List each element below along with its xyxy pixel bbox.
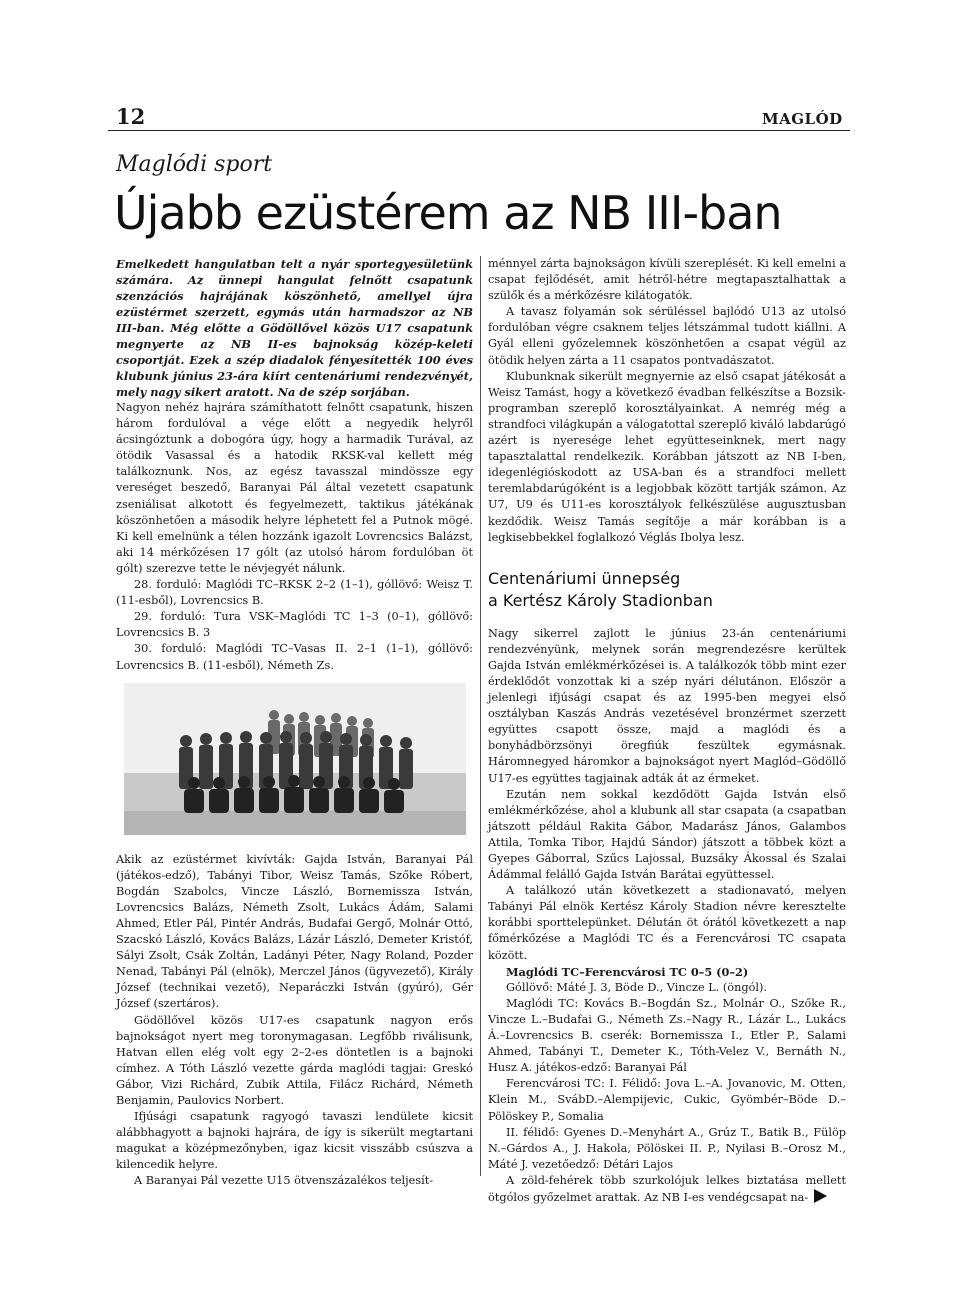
closing-text: A zöld-fehérek több szurkolójuk lelkes biztatása mellett ötgólos győzelmet arattak. Az NB I-es vendégcsapat na- [488,1173,846,1204]
page-number: 12 [116,104,146,129]
match-result: 29. forduló: Tura VSK–Maglódi TC 1–3 (0–1), góllövő: Lovrencsics B. 3 [116,610,473,640]
body-paragraph: A találkozó után következett a stadionavató, melyen Tabányi Pál elnök Kertész Károly Stadion névre keresztelte korábbi sporttelepünket. Délután öt órától következett a nap főmérkőzése a Maglódi TC és a Ferencvárosi TC csapata között. [488,884,846,962]
lead-paragraph: Emelkedett hangulatban telt a nyár sportegyesületünk számára. Az ünnepi hangulat felnőtt csapatunk szenzációs hajrájának köszönhető, amellyel újra ezüstérmet szerzett, egymás után harmadszor az NB III-ban. Még előtte a Gödöllővel közös U17 csapatunk megnyerte az NB II-es bajnokság közép-keleti csoportját. Ezek a szép diadalok fényesítették 100 éves klubunk június 23-ára kiírt centenáriumi rendezvényét, mely nagy sikert aratott. Na de szép sorjában. [116,257,473,399]
body-paragraph: A tavasz folyamán sok sérüléssel bajlódó U13 az utolsó fordulóban végre csaknem teljes létszámmal tudott kiállni. A Gyál elleni győzelemnek köszönhetően a csapat végül az ötödik helyen zárta a 11 csapatos pontvadászatot. [488,305,846,367]
team-photo-image [124,683,466,835]
continue-arrow-icon [814,1189,827,1203]
body-paragraph: A Baranyai Pál vezette U15 ötvenszázalékos teljesít- [134,1174,434,1188]
subheading-line: Centenáriumi ünnepség [488,568,681,588]
subheading [488,568,846,612]
subheading-line: a Kertész Károly Stadionban [488,590,713,610]
match-line: Maglódi TC: Kovács B.–Bogdán Sz., Molnár O., Szőke R., Vincze L.–Budafai G., Németh Zs.–Nagy R., Lázár L., Lukács Á.–Lovrencsics B. cserék: Bornemissza I., Etler P., Salami Ahmed, Tabányi T., Demeter K., Tóth-Velez V., Bernáth N., Husz A. játékos-edző: Baranyai Pál [488,996,846,1075]
header-rule [108,130,850,131]
right-column [488,256,846,1206]
section-label: Maglódi sport [116,152,273,177]
body-paragraph: Gödöllővel közös U17-es csapatunk nagyon erős bajnokságot nyert meg toronymagasan. Legfőbb riválisunk, Hatvan ellen elég volt egy 2–2-es döntetlen is a bajnoki címhez. A Tóth László vezette gárda maglódi tagjai: Greskó Gábor, Vizi Richárd, Zubik Attila, Filácz Richárd, Németh Benjamin, Paulovics Norbert. [116,1013,473,1107]
article-headline: Újabb ezüstérem az NB III-ban [114,186,782,240]
body-paragraph: Nagy sikerrel zajlott le június 23-án centenáriumi rendezvényünk, melynek során megrendezésre kerültek Gajda István emlékmérkőzései is. A találkozók több mint ezer érdeklődőt vonzottak ki a szép nyári délutánon. Először a jelenlegi ifjúsági csapat és az 1995-ben megyei első osztályban Kaszás András vezetésével bronzérmet szerzett együttes csapott össze, majd a maglódi és a bonyhádbörzsönyi öregfiúk feszültek egymásnak. Háromnegyed háromkor a bajnokságot nyert Maglód–Gödöllő U17-es együttes tagjainak adták át az érmeket. [488,626,846,785]
match-result: 30. forduló: Maglódi TC–Vasas II. 2–1 (1–1), góllövő: Lovrencsics B. (11-esből), Németh Zs. [116,642,473,672]
match-line: II. félidő: Gyenes D.–Menyhárt A., Grúz T., Batik B., Fülöp N.–Gárdos A., J. Hakola, Pölöskei II. P., Nyilasi B.–Orosz M., Máté J. vezetőedző: Détári Lajos [488,1125,846,1171]
column-divider [480,256,481,1176]
match-line: Ferencvárosi TC: I. Félidő: Jova L.–A. Jovanovic, M. Otten, Klein M., SvábD.–Alempijevic, Cukic, Gyömbér–Böde D.–Pölöskey P., Somalia [488,1077,846,1123]
body-paragraph: Ifjúsági csapatunk ragyogó tavaszi lendülete kicsit alábbhagyott a bajnoki hajrára, de így is sikerült megtartani magukat a középmezőnyben, igaz kicsit visszább csúszva a kilencedik helyre. [116,1110,473,1172]
body-paragraph: Klubunknak sikerült megnyernie az első csapat játékosát a Weisz Tamást, hogy a következő évadban felkészítse a Bozsik-programban szereplő korosztályainkat. A nemrég még a strandfoci világkupán a válogatottal szereplő kiváló labdarúgó azért is nyeresége lehet együtteseinknek, mert nagy tapasztalattal rendelkezik. Korábban játszott az NB I-ben, idegenlégióskodott az USA-ban és a strandfoci mellett teremlabdarúgóként is a legjobbak között tartják számon. Az U7, U9 és U11-es korosztályok felkészülése augusztusban kezdődik. Weisz Tamás segítője a már korábban is a legkisebbekkel foglalkozó Véglás Ibolya lesz. [488,369,846,544]
body-paragraph: Ezután nem sokkal kezdődött Gajda István első emlékmérkőzése, ahol a klubunk all star csapata (a csapatban játszott például Rakita Gábor, Madarász János, Galambos Attila, Tomka Tibor, Hajdú Sándor) játszott a többek közt a Gyepes Gáborral, Szűcs Lajossal, Buzsáky Ákossal és Szalai Ádámmal felálló Gajda István Barátai együttessel. [488,787,846,882]
masthead: MAGLÓD [762,110,843,128]
match-line: Góllövő: Máté J. 3, Böde D., Vincze L. (öngól). [506,980,768,994]
match-title: Maglódi TC–Ferencvárosi TC 0–5 (0–2) [506,964,749,979]
photo-caption: Akik az ezüstérmet kivívták: Gajda István, Baranyai Pál (játékos-edző), Tabányi Tibor, Weisz Tamás, Szőke Róbert, Bogdán Szabolcs, Vincze László, Bornemissza István, Lovrencsics Balázs, Németh Zsolt, Lukács Ádám, Salami Ahmed, Etler Pál, Pintér András, Budafai Gergő, Molnár Ottó, Szacskó László, Kovács Balázs, Lázár László, Demeter Kristóf, Sályi Zsolt, Csák Zoltán, Ladányi Péter, Nagy Roland, Pozder Nenad, Tabányi Pál (elnök), Merczel János (ügyvezető), Király József (technikai vezető), Neparáczki István (gyúró), Gér József (szertáros). [116,852,473,1011]
match-result: 28. forduló: Maglódi TC–RKSK 2–2 (1–1), góllövő: Weisz T. (11-esből), Lovrencsics B. [116,578,473,608]
body-paragraph: ménnyel zárta bajnokságon kívüli szereplését. Ki kell emelni a csapat fejlődését, amit hétről-hétre megtapasztalhattak a szülők és a mérkőzésre kilátogatók. [488,257,846,303]
body-paragraph: Nagyon nehéz hajrára számíthatott felnőtt csapatunk, hiszen három fordulóval a vége előtt a negyedik helyről ácsingóztunk a dobogóra úgy, hogy a harmadik Turával, az ötödik Vasassal és a hatodik RKSK-val kellett még találkoznunk. Nos, az egész tavasszal mindössze egy vereséget beszedő, Baranyai Pál által vezetett csapatunk zseniálisat alkotott és fegyelmezett, taktikus játékának köszönhetően a második helyre léphetett fel a Putnok mögé. Ki kell emelnünk a télen hozzánk igazolt Lovrencsics Balázst, aki 14 mérkőzésen 17 gólt (az utolsó három fordulóban öt gólt) szerezve tette le névjegyét nálunk. [116,401,473,575]
closing-paragraph [488,1173,846,1206]
team-photo [124,683,466,835]
